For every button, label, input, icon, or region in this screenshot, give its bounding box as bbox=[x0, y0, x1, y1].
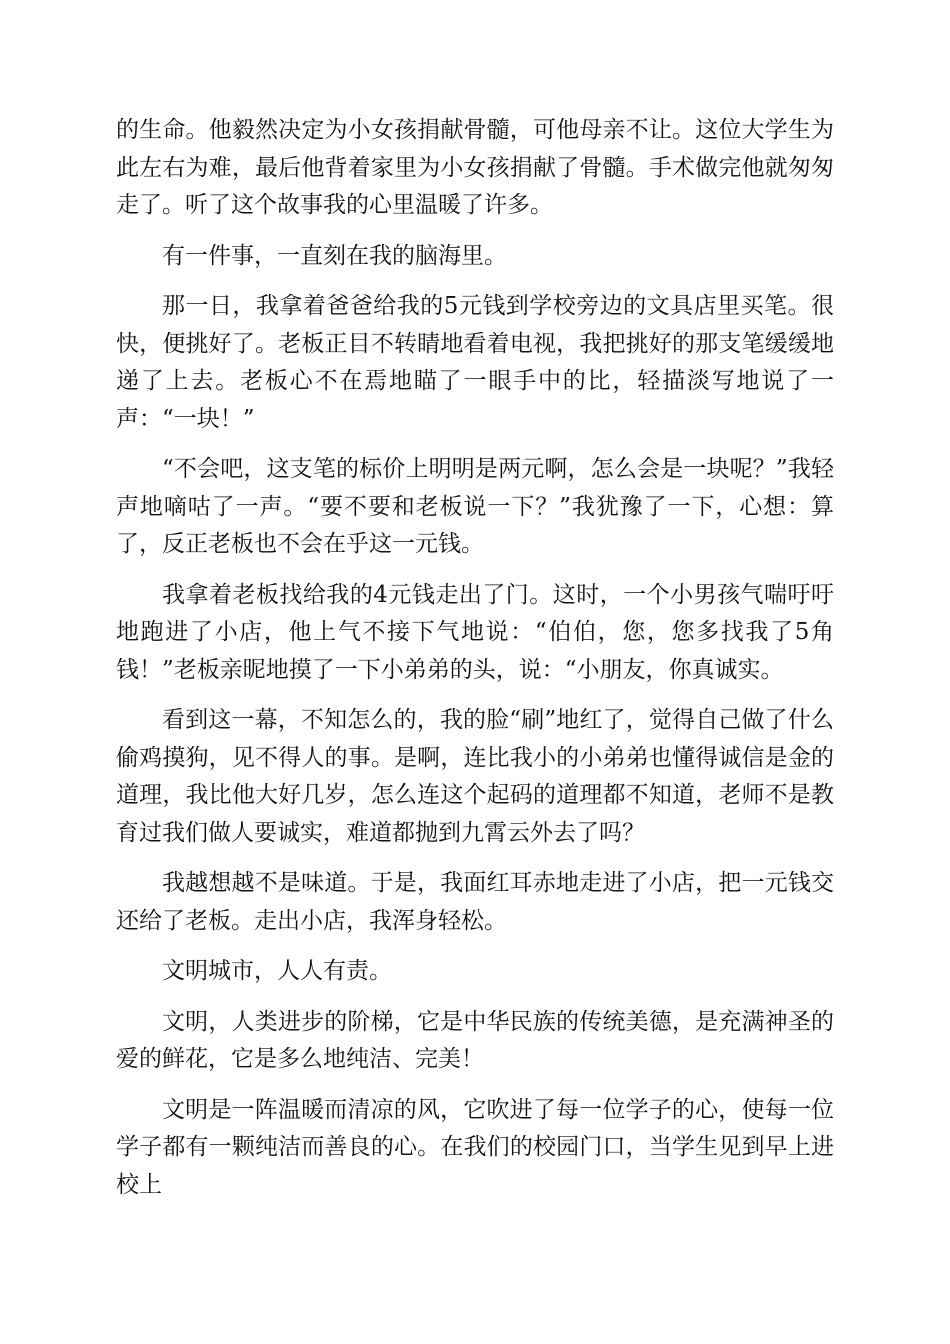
paragraph-7: 我越想越不是味道。于是，我面红耳赤地走进了小店，把一元钱交还给了老板。走出小店，我浑身轻松。 bbox=[116, 870, 834, 934]
paragraph-6: 看到这一幕，不知怎么的，我的脸“刷”地红了，觉得自己做了什么偷鸡摸狗，见不得人的事。是啊，连比我小的小弟弟也懂得诚信是金的道理，我比他大好几岁，怎么连这个起码的道理都不知道，老师不是教育过我们做人要诚实，难道都抛到九霄云外去了吗？ bbox=[116, 707, 834, 846]
document-body bbox=[116, 112, 834, 1217]
paragraph-9: 文明，人类进步的阶梯，它是中华民族的传统美德，是充满神圣的爱的鲜花，它是多么地纯洁、完美！ bbox=[116, 1008, 834, 1072]
paragraph-5: 我拿着老板找给我的4元钱走出了门。这时，一个小男孩气喘吁吁地跑进了小店，他上气不接下气地说：“伯伯，您，您多找我了5角钱！”老板亲昵地摸了一下小弟弟的头，说：“小朋友，你真诚实。 bbox=[116, 581, 834, 683]
paragraph-3: 那一日，我拿着爸爸给我的5元钱到学校旁边的文具店里买笔。很快，便挑好了。老板正目不转睛地看着电视，我把挑好的那支笔缓缓地递了上去。老板心不在焉地瞄了一眼手中的比，轻描淡写地说了一声：“一块！” bbox=[116, 293, 834, 432]
paragraph-10: 文明是一阵温暖而清凉的风，它吹进了每一位学子的心，使每一位学子都有一颗纯洁而善良的心。在我们的校园门口，当学生见到早上进校上 bbox=[116, 1096, 834, 1198]
paragraph-4: “不会吧，这支笔的标价上明明是两元啊，怎么会是一块呢？”我轻声地嘀咕了一声。“要不要和老板说一下？”我犹豫了一下，心想：算了，反正老板也不会在乎这一元钱。 bbox=[116, 456, 834, 557]
paragraph-2: 有一件事，一直刻在我的脑海里。 bbox=[162, 242, 507, 269]
paragraph-8: 文明城市，人人有责。 bbox=[162, 958, 392, 984]
paragraph-1: 的生命。他毅然决定为小女孩捐献骨髓，可他母亲不让。这位大学生为此左右为难，最后他背着家里为小女孩捐献了骨髓。手术做完他就匆匆走了。听了这个故事我的心里温暖了许多。 bbox=[116, 117, 834, 218]
